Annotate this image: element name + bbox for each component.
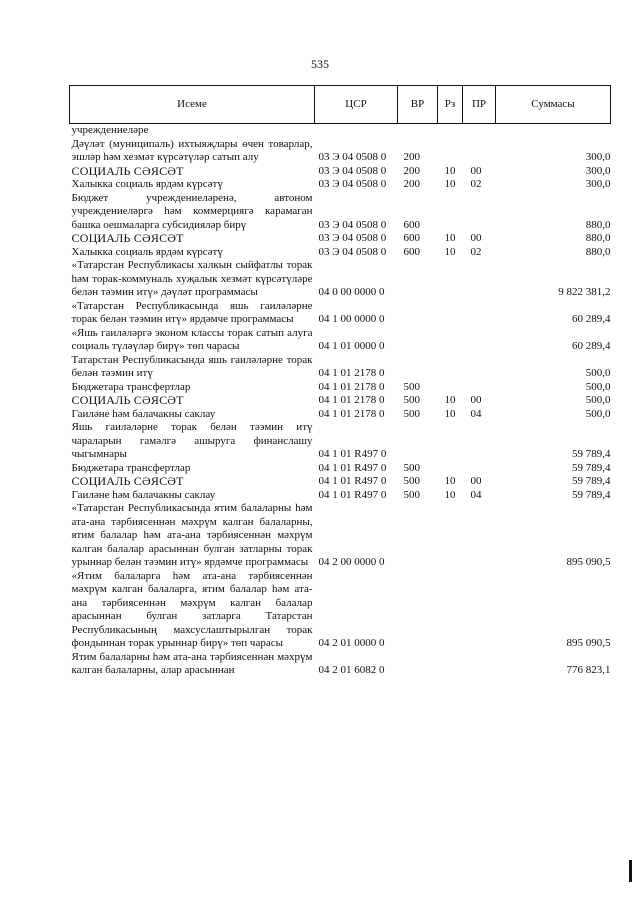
row-name: Бюджетара трансфертлар	[71, 380, 191, 393]
row-code: 04 1 01 R497 0	[318, 448, 387, 460]
row-pr: 02	[470, 178, 482, 190]
row-vr	[398, 570, 438, 651]
row-rz	[438, 570, 463, 651]
row-code: 03 Э 04 0508 0	[318, 218, 387, 231]
table-row	[70, 178, 611, 192]
row-code: 03 Э 04 0508 0	[318, 164, 387, 177]
row-code: 04 2 01 0000 0	[318, 637, 385, 649]
table-row	[70, 192, 611, 233]
row-vr	[398, 502, 438, 570]
row-code: 04 1 01 R497 0	[318, 488, 387, 501]
row-sum: 895 090,5	[566, 556, 611, 568]
row-sum: 895 090,5	[566, 637, 611, 649]
row-name: Татарстан Республикасында яшь гаиләләрне торак белән тәэмин итү	[71, 353, 313, 379]
row-name: Яшь гаиләләрне торак белән тәэмин итү чараларын гамәлгә ашыруга финанслашу чыгымнары	[71, 421, 313, 460]
budget-table	[69, 85, 611, 678]
row-vr: 500	[403, 380, 420, 393]
row-pr	[463, 651, 496, 678]
row-pr	[463, 138, 496, 165]
table-row	[70, 462, 611, 476]
table-row	[70, 165, 611, 179]
row-vr: 200	[403, 151, 420, 163]
row-rz	[438, 259, 463, 300]
row-name: Халыкка социаль ярдәм күрсәтү	[71, 245, 223, 258]
row-code: 04 2 01 6082 0	[318, 664, 385, 676]
header-csr: ЦСР	[315, 86, 398, 124]
row-rz	[438, 651, 463, 678]
row-vr: 600	[403, 232, 420, 244]
page-number: 535	[311, 57, 329, 71]
row-name: «Татарстан Республикасында яшь гаиләләрне торак белән тәэмин итү» ярдәмче программасы	[71, 299, 313, 325]
row-rz	[438, 421, 463, 462]
row-name: «Татарстан Республикасы халкын сыйфатлы торак һәм торак-коммуналь хуҗалык хезмәт күрсәтүләре белән тәэмин итү» дәүләт программасы	[71, 259, 313, 298]
row-name: «Яшь гаиләләргә эконом классы торак сатып алуга социаль түләүләр бирү» төп чарасы	[71, 326, 313, 352]
table-row	[70, 327, 611, 354]
header-pr: ПР	[463, 86, 496, 124]
row-sum: 59 789,4	[572, 448, 611, 460]
row-rz: 10	[444, 475, 456, 487]
row-name: Ятим балаларны һәм ата-ана тәрбиясеннән мәхрүм калган балаларны, алар арасыннан	[71, 650, 313, 676]
row-code: 04 1 01 R497 0	[318, 461, 387, 474]
row-pr: 04	[470, 488, 482, 501]
row-sum: 59 789,4	[572, 475, 611, 487]
row-code: 04 1 01 2178 0	[318, 380, 385, 393]
row-rz	[438, 327, 463, 354]
row-rz	[438, 138, 463, 165]
header-rz: Рз	[438, 86, 463, 124]
row-code: 04 1 00 0000 0	[318, 313, 385, 325]
row-sum: 880,0	[585, 245, 611, 258]
row-code: 03 Э 04 0508 0	[318, 245, 387, 258]
table-row	[70, 570, 611, 651]
row-pr	[463, 462, 496, 476]
row-sum: 9 822 381,2	[558, 286, 611, 298]
row-vr	[398, 259, 438, 300]
row-name: Гаиләне һәм балачакны саклау	[71, 488, 216, 501]
row-sum: 300,0	[585, 178, 611, 190]
row-code: 04 1 01 2178 0	[318, 367, 385, 379]
row-vr	[398, 327, 438, 354]
row-code: 04 0 00 0000 0	[318, 286, 385, 298]
row-vr: 200	[403, 164, 420, 177]
row-pr: 02	[470, 245, 482, 258]
header-sum: Суммасы	[496, 86, 611, 124]
row-code: 04 1 01 0000 0	[318, 340, 385, 352]
row-sum: 60 289,4	[572, 340, 611, 352]
row-name: Бюджет учреждениеләренә, автоном учреждениеләргә һәм коммерциягә карамаган башка оешмаларга субсидияләр бирү	[71, 191, 313, 231]
row-sum: 300,0	[585, 151, 611, 163]
row-rz	[438, 381, 463, 395]
row-code: 04 1 01 R497 0	[318, 475, 387, 487]
row-name: СОЦИАЛЬ СӘЯСӘТ	[71, 474, 184, 488]
row-rz	[438, 502, 463, 570]
row-pr	[463, 192, 496, 233]
row-vr	[398, 651, 438, 678]
row-name: Гаиләне һәм балачакны саклау	[71, 407, 216, 420]
row-sum: 59 789,4	[572, 488, 611, 501]
header-name: Исеме	[70, 86, 315, 124]
row-sum: 500,0	[585, 367, 611, 379]
row-name: Халыкка социаль ярдәм күрсәтү	[71, 178, 223, 190]
table-body	[70, 124, 611, 678]
table-row	[70, 489, 611, 503]
row-name: СОЦИАЛЬ СӘЯСӘТ	[71, 163, 184, 178]
row-pr	[463, 421, 496, 462]
row-vr	[398, 421, 438, 462]
row-sum	[496, 124, 611, 138]
row-vr	[398, 354, 438, 381]
row-rz	[438, 192, 463, 233]
row-sum: 500,0	[585, 394, 611, 406]
row-rz: 10	[444, 407, 456, 420]
table-row	[70, 354, 611, 381]
table-row	[70, 246, 611, 260]
row-rz	[438, 300, 463, 327]
table-row	[70, 502, 611, 570]
row-vr: 200	[403, 178, 420, 190]
row-pr	[463, 570, 496, 651]
table-row	[70, 475, 611, 489]
table-row	[70, 381, 611, 395]
table-row	[70, 124, 611, 138]
row-rz	[438, 124, 463, 138]
row-pr: 00	[470, 232, 482, 244]
row-rz: 10	[444, 488, 456, 501]
table-row	[70, 394, 611, 408]
row-pr	[463, 381, 496, 395]
row-pr: 00	[470, 394, 482, 406]
row-sum: 880,0	[585, 232, 611, 244]
table-row	[70, 421, 611, 462]
table-row	[70, 300, 611, 327]
row-name: СОЦИАЛЬ СӘЯСӘТ	[71, 231, 184, 245]
row-sum: 300,0	[585, 164, 611, 177]
scan-edge-mark	[629, 860, 632, 882]
row-code	[315, 124, 398, 138]
row-vr: 500	[403, 407, 420, 420]
row-pr	[463, 502, 496, 570]
row-vr: 600	[403, 245, 420, 258]
table-row	[70, 651, 611, 678]
row-rz: 10	[444, 164, 456, 177]
row-sum: 60 289,4	[572, 313, 611, 325]
row-code: 04 1 01 2178 0	[318, 407, 385, 420]
row-code: 04 2 00 0000 0	[318, 556, 385, 568]
row-name: Бюджетара трансфертлар	[71, 461, 191, 474]
row-vr: 600	[403, 218, 420, 231]
row-vr: 500	[403, 461, 420, 474]
row-pr	[463, 300, 496, 327]
row-pr: 04	[470, 407, 482, 420]
table-row	[70, 232, 611, 246]
row-name: Дәүләт (муниципаль) ихтыяҗлары өчен товарлар, эшләр һәм хезмәт күрсәтүләр сатып алу	[71, 137, 313, 163]
row-pr: 00	[470, 475, 482, 487]
row-rz	[438, 462, 463, 476]
row-vr: 500	[403, 394, 420, 406]
table-header-row	[70, 86, 611, 124]
table-row	[70, 259, 611, 300]
row-sum: 500,0	[585, 407, 611, 420]
row-vr	[398, 300, 438, 327]
row-rz: 10	[444, 394, 456, 406]
row-code: 03 Э 04 0508 0	[318, 232, 387, 244]
row-pr	[463, 327, 496, 354]
row-rz: 10	[444, 178, 456, 190]
table-row	[70, 408, 611, 422]
row-name: СОЦИАЛЬ СӘЯСӘТ	[71, 393, 184, 407]
row-rz: 10	[444, 245, 456, 258]
row-pr	[463, 354, 496, 381]
row-code: 03 Э 04 0508 0	[318, 151, 387, 163]
row-name: «Ятим балаларга һәм ата-ана тәрбиясеннән мәхрүм калган балаларга, ятим балалар һәм ата-ана тәрбиясеннән мәхрүм калган балалар арасыннан булган затларга Татарстан Республикасының махсуслаштырылган торак фондыннан торак урыннар бирү» төп чарасы	[71, 569, 313, 649]
row-rz	[438, 354, 463, 381]
row-pr	[463, 124, 496, 138]
row-vr: 500	[403, 475, 420, 487]
row-name: учреждениеләре	[71, 124, 149, 136]
row-sum: 59 789,4	[572, 461, 611, 474]
row-name: «Татарстан Республикасында ятим балаларны һәм ата-ана тәрбиясеннән мәхрүм калган балаларны, ятим балалар һәм ата-ана тәрбиясеннән мәхрүм калган балалар арасыннан булган затларны торак урыннар белән тәэмин итү» ярдәмче программасы	[71, 502, 313, 568]
row-pr	[463, 259, 496, 300]
row-sum: 880,0	[585, 218, 611, 231]
table-row	[70, 138, 611, 165]
row-code: 03 Э 04 0508 0	[318, 178, 387, 190]
header-vr: ВР	[398, 86, 438, 124]
row-pr: 00	[470, 164, 482, 177]
row-sum: 500,0	[585, 380, 611, 393]
row-vr	[398, 124, 438, 138]
row-code: 04 1 01 2178 0	[318, 394, 385, 406]
row-sum: 776 823,1	[566, 664, 611, 676]
row-vr: 500	[403, 488, 420, 501]
row-rz: 10	[444, 232, 456, 244]
